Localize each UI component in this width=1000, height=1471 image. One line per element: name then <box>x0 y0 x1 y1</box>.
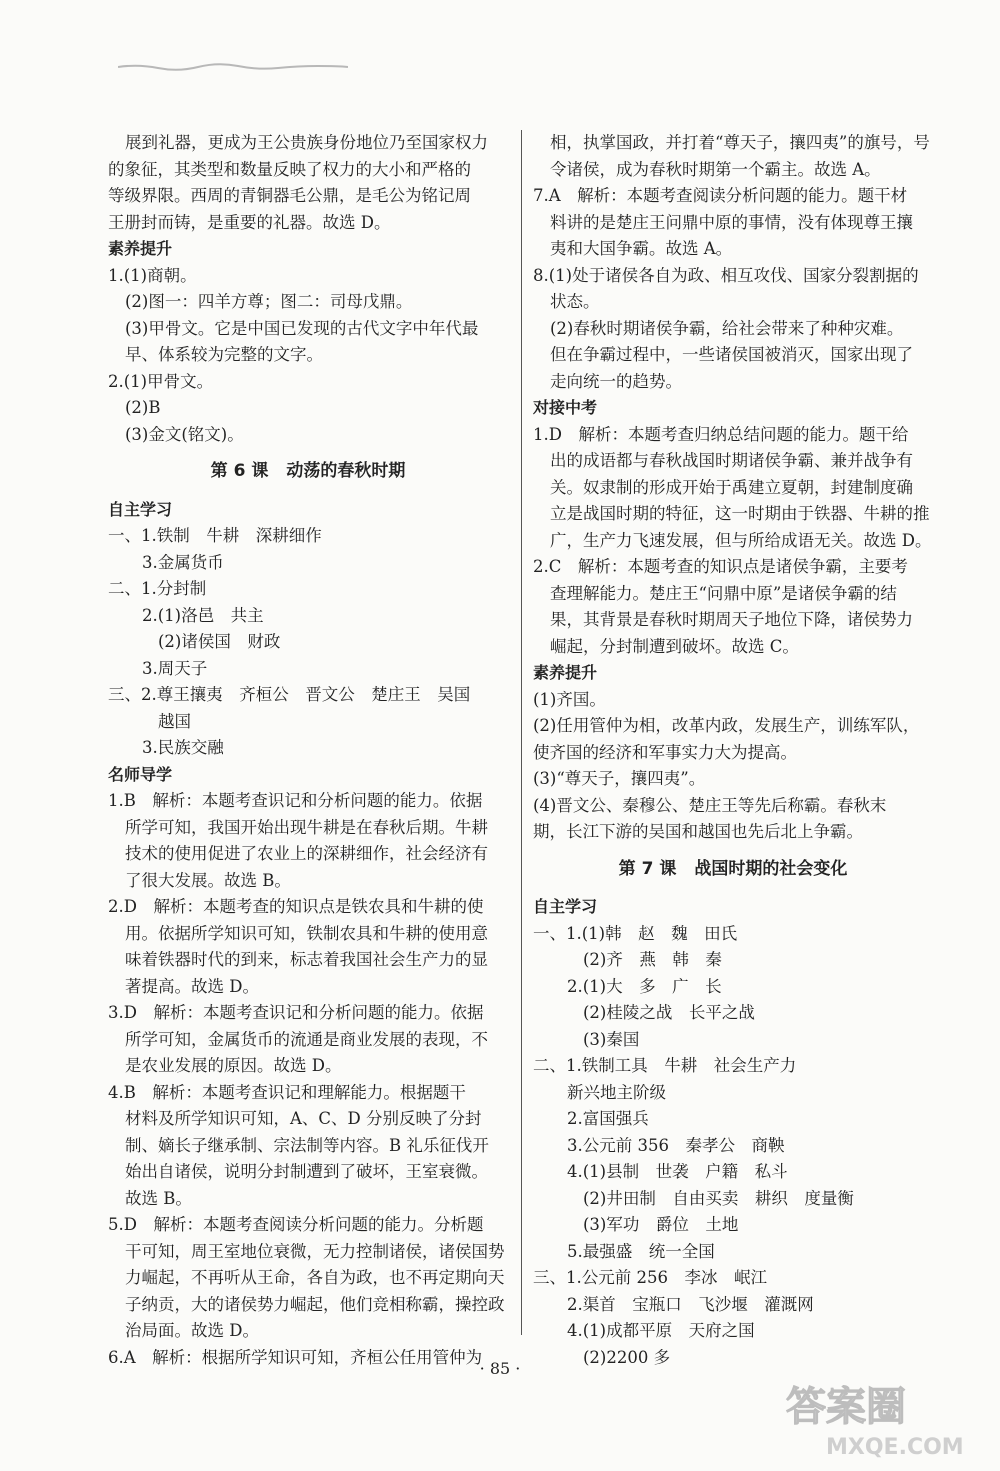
answer-line: (3)“尊天子，攘四夷”。 <box>533 769 706 788</box>
answer-line: 果，其背景是春秋时期周天子地位下降，诸侯势力 <box>550 610 913 629</box>
lesson-title: 战国时期的社会变化 <box>694 858 848 879</box>
intro-line: 等级界限。西周的青铜器毛公鼎，是毛公为铭记周 <box>108 186 471 205</box>
answer-line: 制、嫡长子继承制、宗法制等内容。B 礼乐征伐开 <box>125 1135 489 1155</box>
section-heading-zizhu: 自主学习 <box>108 499 173 519</box>
answer-line: 相，执掌国政，并打着“尊天子，攘四夷”的旗号，号 <box>550 133 930 152</box>
answer-line: 早、体系较为完整的文字。 <box>125 345 323 364</box>
answer-line: 查理解能力。楚庄王“问鼎中原”是诸侯争霸的结 <box>550 583 897 603</box>
answer-line: 2.渠首 宝瓶口 飞沙堰 灌溉网 <box>567 1294 814 1314</box>
answer-line: 6.A 解析：根据所学知识可知，齐桓公任用管仲为 <box>108 1347 483 1367</box>
answer-line: 技术的使用促进了农业上的深耕细作，社会经济有 <box>125 844 488 863</box>
page-number: · 85 · <box>479 1359 521 1378</box>
answer-line: 所学可知，我国开始出现牛耕是在春秋后期。牛耕 <box>125 817 488 837</box>
answer-line: 1.D 解析：本题考查归纳总结问题的能力。题干给 <box>533 424 909 444</box>
answer-line: 崛起，分封制遭到破坏。故选 C。 <box>550 636 799 656</box>
answer-line: 故选 B。 <box>125 1188 192 1208</box>
answer-line: 7.A 解析：本题考查阅读分析问题的能力。题干材 <box>533 186 908 205</box>
answer-line: 走向统一的趋势。 <box>550 371 682 391</box>
answer-line: (3)甲骨文。它是中国已发现的古代文字中年代最 <box>125 318 479 338</box>
lesson-number: 第 6 课 <box>210 461 269 481</box>
answer-line: 三、2.尊王攘夷 齐桓公 晋文公 楚庄王 吴国 <box>108 685 471 704</box>
answer-line: 期，长江下游的吴国和越国也先后北上争霸。 <box>533 822 863 841</box>
answer-line: (2)B <box>125 398 161 417</box>
answer-line: (2)图一：四羊方尊；图二：司母戊鼎。 <box>125 292 413 311</box>
intro-line: 展到礼器，更成为王公贵族身份地位乃至国家权力 <box>125 133 488 152</box>
answer-line: 2.(1)洛邑 共主 <box>142 605 264 625</box>
answer-line: 二、1.分封制 <box>108 579 207 598</box>
answer-line: (1)齐国。 <box>533 689 606 709</box>
answer-line: (3)秦国 <box>583 1029 640 1049</box>
answer-line: 出的成语都与春秋战国时期诸侯争霸、兼并战争有 <box>550 451 913 470</box>
answer-line: 一、1.(1)韩 赵 魏 田氏 <box>533 923 738 943</box>
answer-line: 2.富国强兵 <box>567 1109 649 1128</box>
answer-line: (2)任用管仲为相，改革内政，发展生产，训练军队， <box>533 716 920 735</box>
answer-line: 著提高。故选 D。 <box>125 976 259 996</box>
answer-line: 8.(1)处于诸侯各自为政、相互攻伐、国家分裂割据的 <box>533 265 919 285</box>
answer-line: 4.(1)成都平原 天府之国 <box>567 1321 755 1340</box>
answer-line: 力崛起，不再听从王命，各自为政，也不再定期向天 <box>125 1268 505 1287</box>
answer-line: 3.周天子 <box>142 658 208 678</box>
answer-line: 5.D 解析：本题考查阅读分析问题的能力。分析题 <box>108 1215 484 1234</box>
answer-line: 3.金属货币 <box>142 552 224 572</box>
answer-line: 用。依据所学知识可知，铁制农具和牛耕的使用意 <box>125 923 488 943</box>
answer-line: 料讲的是楚庄王问鼎中原的事情，没有体现尊王攘 <box>550 212 913 232</box>
lesson-number: 第 7 课 <box>618 858 677 879</box>
answer-line: 是农业发展的原因。故选 D。 <box>125 1056 342 1075</box>
answer-line: (2)桂陵之战 长平之战 <box>583 1003 755 1022</box>
intro-line: 王册封而铸，是重要的礼器。故选 D。 <box>108 212 391 232</box>
answer-line: 2.(1)大 多 广 长 <box>567 976 722 996</box>
answer-line: 5.最强盛 统一全国 <box>567 1241 715 1261</box>
answer-line: 1.(1)商朝。 <box>108 265 197 285</box>
section-heading-suyang: 素养提升 <box>533 663 598 682</box>
answer-line: 新兴地主阶级 <box>567 1082 666 1102</box>
answer-line: 子纳贡，大的诸侯势力崛起，他们竞相称霸，操控政 <box>125 1294 505 1314</box>
answer-line: 广，生产力飞速发展，但与所给成语无关。故选 D。 <box>550 530 932 550</box>
answer-line: 所学可知，金属货币的流通是商业发展的表现，不 <box>125 1029 488 1049</box>
lesson-title: 动荡的春秋时期 <box>286 461 406 481</box>
answer-line: 2.D 解析：本题考查的知识点是铁农具和牛耕的使 <box>108 897 484 916</box>
answer-line: 4.B 解析：本题考查识记和理解能力。根据题干 <box>108 1082 466 1102</box>
answer-line: 4.(1)县制 世袭 户籍 私斗 <box>567 1162 788 1181</box>
answer-line: 干可知，周王室地位衰微，无力控制诸侯，诸侯国势 <box>125 1241 505 1261</box>
answer-line: 令诸侯，成为春秋时期第一个霸主。故选 A。 <box>550 159 881 179</box>
answer-line: 状态。 <box>550 292 600 311</box>
answer-line: 关。奴隶制的形成开始于禹建立夏朝，封建制度确 <box>550 477 913 497</box>
answer-line: 始出自诸侯，说明分封制遭到了破坏，王室衰微。 <box>125 1162 488 1181</box>
answer-line: 夷和大国争霸。故选 A。 <box>550 239 733 258</box>
left-column <box>108 130 508 1371</box>
answer-line: 使齐国的经济和军事实力大为提高。 <box>533 742 797 762</box>
answer-line: 味着铁器时代的到来，标志着我国社会生产力的显 <box>125 950 488 969</box>
answer-line: 2.(1)甲骨文。 <box>108 371 214 391</box>
answer-line: 但在争霸过程中，一些诸侯国被消灭，国家出现了 <box>550 345 913 364</box>
right-column <box>533 130 933 1371</box>
answer-line: (2)井田制 自由买卖 耕织 度量衡 <box>583 1188 854 1208</box>
answer-line: 了很大发展。故选 B。 <box>125 870 291 890</box>
answer-line: (2)诸侯国 财政 <box>158 632 281 651</box>
answer-line: 二、1.铁制工具 牛耕 社会生产力 <box>533 1056 797 1075</box>
answer-line: 3.D 解析：本题考查识记和分析问题的能力。依据 <box>108 1003 484 1022</box>
answer-line: 治局面。故选 D。 <box>125 1321 259 1340</box>
answer-line: 3.民族交融 <box>142 738 224 757</box>
answer-line: 一、1.铁制 牛耕 深耕细作 <box>108 526 322 545</box>
answer-line: 越国 <box>158 711 191 731</box>
answer-line: (3)军功 爵位 土地 <box>583 1215 739 1234</box>
answer-line: 材料及所学知识可知，A、C、D 分别反映了分封 <box>125 1109 482 1128</box>
watermark-url: MXQE.COM <box>826 1435 964 1460</box>
column-divider <box>521 130 522 1335</box>
answer-line: (4)晋文公、秦穆公、楚庄王等先后称霸。春秋末 <box>533 795 887 815</box>
section-heading-mingshi: 名师导学 <box>108 764 173 784</box>
lesson-6-heading <box>108 458 508 485</box>
watermark-title: 答案圈 <box>786 1384 906 1430</box>
answer-line: 3.公元前 356 秦孝公 商鞅 <box>567 1135 785 1155</box>
answer-line: (2)春秋时期诸侯争霸，给社会带来了种种灾难。 <box>550 318 904 338</box>
answer-line: (2)齐 燕 韩 秦 <box>583 950 722 969</box>
section-heading-suyang: 素养提升 <box>108 239 173 258</box>
section-heading-duijie: 对接中考 <box>533 398 598 417</box>
section-heading-zizhu: 自主学习 <box>533 897 598 916</box>
site-watermark-logo <box>778 1376 983 1460</box>
intro-line: 的象征，其类型和数量反映了权力的大小和严格的 <box>108 159 471 179</box>
lesson-7-heading <box>533 856 933 883</box>
answer-line: 2.C 解析：本题考查的知识点是诸侯争霸，主要考 <box>533 557 908 576</box>
answer-line: 立是战国时期的特征，这一时期由于铁器、牛耕的推 <box>550 504 930 523</box>
answer-line: (2)2200 多 <box>583 1347 671 1367</box>
faint-header-scribble <box>118 62 348 72</box>
answer-line: (3)金文(铭文)。 <box>125 424 244 444</box>
answer-line: 三、1.公元前 256 李冰 岷江 <box>533 1268 767 1287</box>
answer-line: 1.B 解析：本题考查识记和分析问题的能力。依据 <box>108 791 483 810</box>
